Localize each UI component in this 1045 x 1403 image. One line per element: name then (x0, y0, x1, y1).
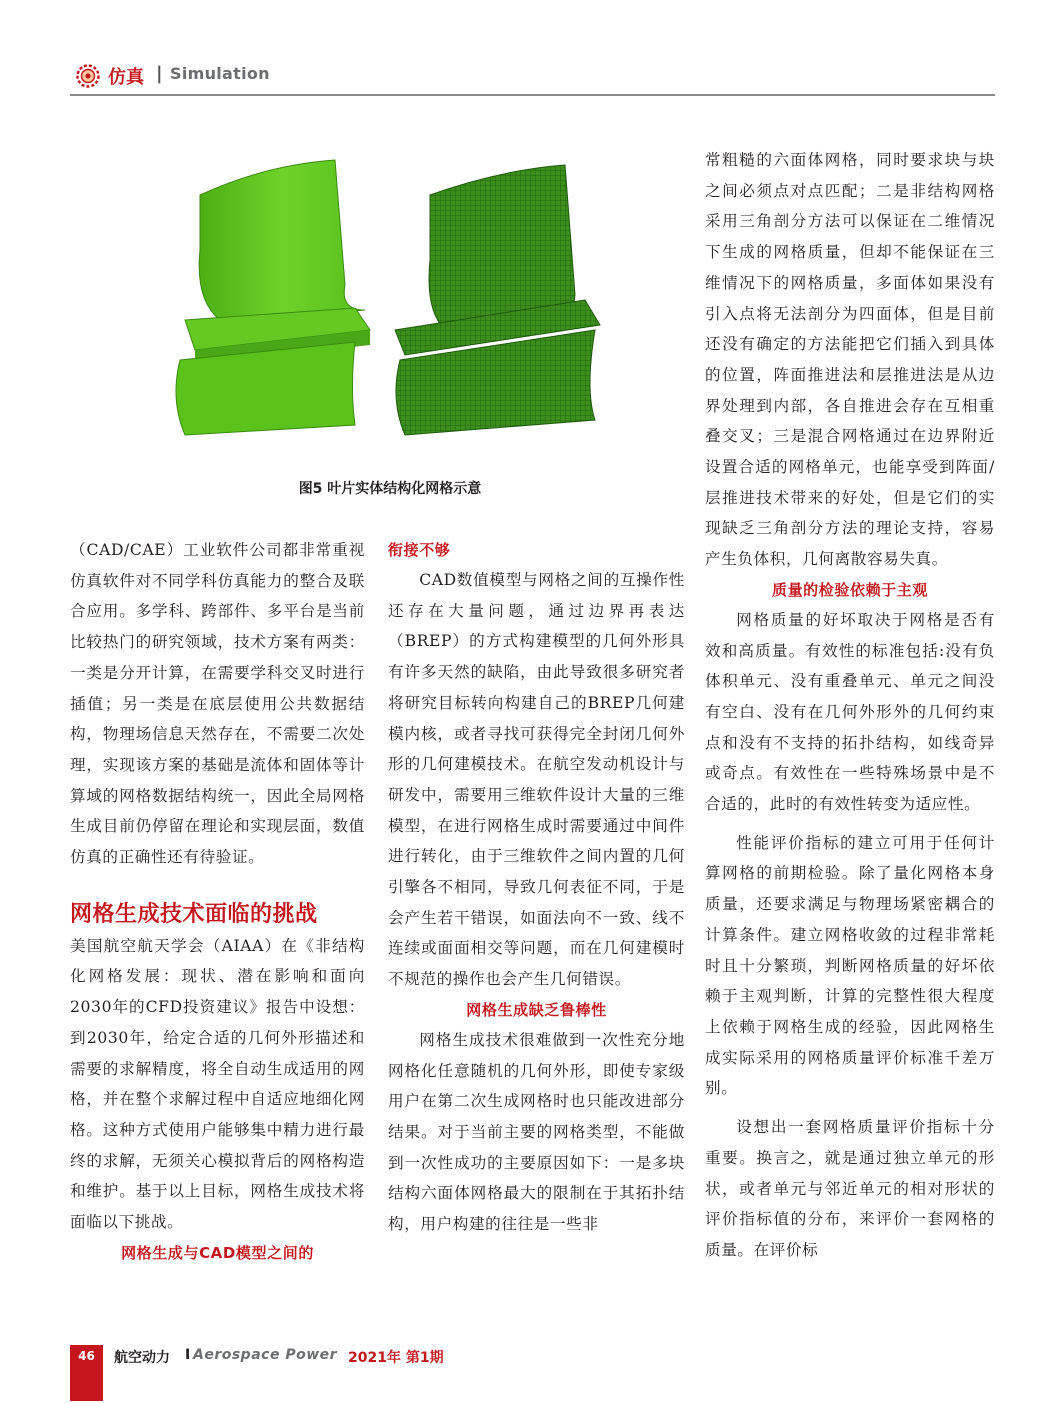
journal-name-en: Aerospace Power (193, 1347, 338, 1363)
subheading: 衔接不够 (388, 541, 451, 559)
header-divider (70, 94, 995, 96)
section-title-cn: 仿真 (108, 67, 144, 88)
figure-blade-mesh (155, 150, 625, 460)
paragraph: 美国航空航天学会（AIAA）在《非结构化网格发展：现状、潜在影响和面向2030年的CFD投资建议》报告中设想：到2030年，给定合适的几何外形描述和需要的求解精度，将全自动生成适用的网格，并在整个求解过程中自适应地细化网格。这种方式使用户能够集中精力进行最终的求解，无须关心模拟背后的网格构造和维护。基于以上目标，网格生成技术将面临以下挑战。 (70, 936, 365, 1232)
text-column-3 (705, 145, 995, 1266)
gear-logo-icon (76, 64, 100, 88)
page-footer (70, 1345, 995, 1403)
subheading: 网格生成缺乏鲁棒性 (466, 1000, 607, 1019)
page-number-box (70, 1345, 103, 1401)
subheading: 网格生成与CAD模型之间的 (121, 1243, 314, 1262)
text-column-2 (388, 535, 685, 1240)
journal-name-cn: 航空动力 (114, 1350, 170, 1366)
journal-separator: I (185, 1347, 191, 1363)
paragraph: 网格质量的好坏取决于网格是否有效和高质量。有效性的标准包括:没有负体积单元、没有重叠单元、单元之间没有空白、没有在几何外形外的几何约束点和没有不支持的拓扑结构，如线奇异或奇点。有效性在一些特殊场景中是不合适的，此时的有效性转变为适应性。 (705, 610, 995, 814)
paragraph: CAD数值模型与网格之间的互操作性还存在大量问题，通过边界再表达（BREP）的方式构建模型的几何外形具有许多天然的缺陷，由此导致很多研究者将研究目标转向构建自己的BREP几何建模内核，或者寻找可获得完全封闭几何外形的几何建模技术。在航空发动机设计与研发中，需要用三维软件设计大量的三维模型，在进行网格生成时需要通过中间件进行转化，由于三维软件之间内置的几何引擎各不相同，导致几何表征不同，于是会产生若干错误，如面法向不一致、线不连续或面面相交等问题，而在几何建模时不规范的操作也会产生几何错误。 (388, 571, 685, 989)
paragraph: 设想出一套网格质量评价指标十分重要。换言之，就是通过独立单元的形状，或者单元与邻近单元的相对形状的评价指标值的分布，来评价一套网格的质量。在评价标 (705, 1118, 995, 1259)
meshed-blade-model (395, 165, 600, 435)
section-heading: 网格生成技术面临的挑战 (70, 901, 318, 927)
paragraph: （CAD/CAE）工业软件公司都非常重视仿真软件对不同学科仿真能力的整合及联合应用。多学科、跨部件、多平台是当前比较热门的研究领域，技术方案有两类：一类是分开计算，在需要学科交叉时进行插值；另一类是在底层使用公共数据结构，物理场信息天然存在，不需要二次处理，实现该方案的基础是流体和固体等计算域的网格数据结构统一，因此全局网格生成目前仍停留在理论和实现层面，数值仿真的正确性还有待验证。 (70, 541, 365, 867)
issue-label: 2021年 第1期 (348, 1350, 444, 1366)
paragraph: 网格生成技术很难做到一次性充分地网格化任意随机的几何外形，即使专家级用户在第二次生成网格时也只能改进部分结果。对于当前主要的网格类型，不能做到一次性成功的主要原因如下：一是多块结构六面体网格最大的限制在于其拓扑结构，用户构建的往往是一些非 (388, 1030, 685, 1234)
subheading: 质量的检验依赖于主观 (771, 580, 928, 599)
section-separator: | (156, 63, 163, 84)
paragraph: 常粗糙的六面体网格，同时要求块与块之间必须点对点匹配；二是非结构网格采用三角剖分方法可以保证在二维情况下生成的网格质量，但却不能保证在三维情况下的网格质量，多面体如果没有引入点将无法剖分为四面体，但是目前还没有确定的方法能把它们插入到具体的位置，阵面推进法和层推进法是从边界处理到内部，各自推进会存在互相重叠交叉；三是混合网格通过在边界附近设置合适的网格单元，也能享受到阵面/层推进技术带来的好处，但是它们的实现缺乏三角剖分方法的理论支持，容易产生负体积，几何离散容易失真。 (705, 151, 995, 569)
solid-blade-model (176, 160, 370, 435)
text-column-1 (70, 535, 365, 1268)
paragraph: 性能评价指标的建立可用于任何计算网格的前期检验。除了量化网格本身质量，还要求满足与物理场紧密耦合的计算条件。建立网格收敛的过程非常耗时且十分繁琐，判断网格质量的好坏依赖于主观判断，计算的完整性很大程度上依赖于网格生成的经验，因此网格生成实际采用的网格质量评价标准千差万别。 (705, 833, 995, 1098)
page-header (70, 58, 995, 98)
page-number: 46 (78, 1349, 95, 1363)
section-title-en: Simulation (170, 64, 270, 83)
figure-caption: 图5 叶片实体结构化网格示意 (298, 481, 482, 497)
